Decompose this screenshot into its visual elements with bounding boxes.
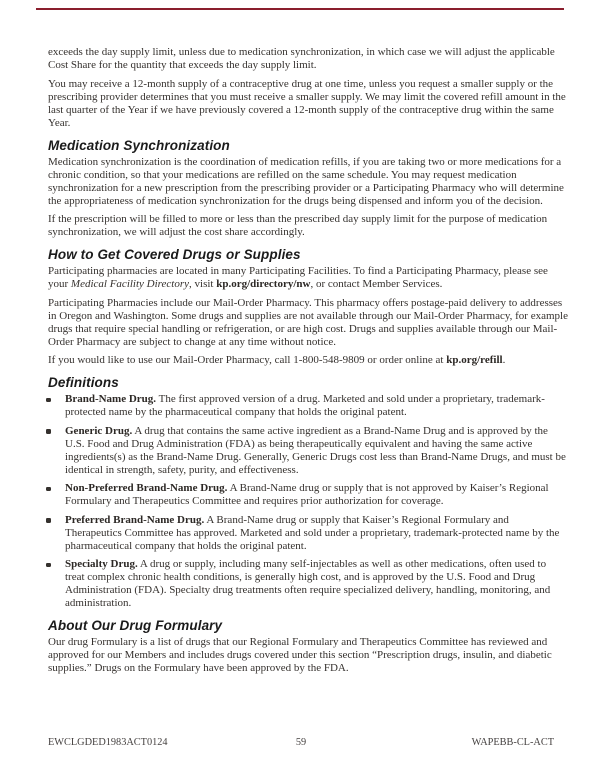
definition-term: Non-Preferred Brand-Name Drug. [65,482,228,494]
medication-sync-paragraph-1: Medication synchronization is the coordination of medication refills, if you are taking two or more medications for a chronic condition, so that your medications are refilled on the same schedule. You may request medication synchronization for a new prescription from the prescribing provider or a Participating Pharmacy who will determine the appropriateness of medication synchronization for the drugs being dispensed and inform you of the decision. [48,155,564,207]
definition-item-non-preferred-brand-name-drug [48,482,568,508]
header-rule [36,8,564,10]
definition-term: Generic Drug. [65,424,133,437]
formulary-paragraph: Our drug Formulary is a list of drugs that our Regional Formulary and Therapeutics Committee has reviewed and approved for our Members and includes drugs covered under this section “Prescription drugs, insulin, and diabetic supplies.” Drugs on the Formulary have been approved by the FDA. [48,636,552,674]
definition-text: A drug or supply, including many self-injectables as well as other medications, often used to treat complex chronic health conditions, is generally high cost, and is approved by the U.S. Food and Drug Administration (FDA). Specialty drug treatments often require specialized delivery, handling, monitoring, and administration. [65,558,551,609]
bullet-icon [46,398,51,403]
bullet-icon [46,563,51,568]
definitions-list [48,393,568,610]
definition-text: A drug that contains the same active ingredient as a Brand-Name Drug and is approved by the U.S. Food and Drug Administration (FDA) as being therapeutically equivalent and having the same active ingredients(s) as the Brand-Name Drug. Generally, Generic Drugs cost less than Brand-Name Drugs, and must be identical in strength, safety, purity, and effectiveness. [65,424,566,476]
how-to-get-paragraph-1 [48,265,568,291]
intro-paragraph-1: exceeds the day supply limit, unless due to medication synchronization, in which case we will adjust the applicable Cost Share for the quantity that exceeds the day supply limit. [48,46,555,71]
text-segment: . [502,354,506,366]
definition-item-specialty-drug [48,558,568,610]
definition-term: Specialty Drug. [65,558,138,570]
footer-page-number: 59 [295,737,307,748]
definition-item-preferred-brand-name-drug [48,514,568,553]
definition-item-brand-name-drug [48,393,568,419]
footer-form-number: EWCLGDED1983ACT0124 [48,737,168,748]
heading-definitions: Definitions [48,375,119,390]
definition-text: A Brand-Name drug or supply that is not approved by Kaiser’s Regional Formulary and Therapeutics Committee and requires prior authorization for coverage. [65,482,549,507]
footer-plan-code: WAPEBB-CL-ACT [471,737,554,748]
definition-term: Preferred Brand-Name Drug. [65,513,205,526]
bullet-icon [46,518,51,523]
medication-sync-paragraph-2: If the prescription will be filled to more or less than the prescribed day supply limit for the purpose of medication synchronization, we will adjust the cost share accordingly. [48,213,548,238]
text-segment: If you would like to use our Mail-Order Pharmacy, call 1-800-548-9809 or order online at [48,354,447,366]
intro-paragraph-2: You may receive a 12-month supply of a contraceptive drug at one time, unless you request a smaller supply or the prescribing provider determines that you must receive a smaller supply. We may limit the covered refill amount in the last quarter of the Year if we have previously covered a 12-month supply of the contraceptive drug within the same Year. [48,77,566,129]
how-to-get-paragraph-2: Participating Pharmacies include our Mail-Order Pharmacy. This pharmacy offers postage-paid delivery to addresses in Oregon and Washington. Some drugs and supplies are not available through our Mail-Order Pharmacy, for example drugs that require special handling or refrigeration, or are high cost. Drugs and supplies available through our Mail-Order Pharmacy are subject to change at any time without notice. [48,296,568,348]
heading-about-our-drug-formulary: About Our Drug Formulary [48,618,223,633]
text-segment: Participating pharmacies are located in many Participating Facilities. To find a Participating Pharmacy, please see your [48,265,548,290]
kp-refill-link: kp.org/refill [446,354,503,366]
definition-text: The first approved version of a drug. Marketed and sold under a proprietary, trademark-protected name by the pharmaceutical company that holds the original patent. [65,393,545,418]
definition-term: Brand-Name Drug. [65,393,157,405]
heading-how-to-get-covered-drugs: How to Get Covered Drugs or Supplies [48,247,301,262]
bullet-icon [46,487,51,492]
heading-medication-synchronization: Medication Synchronization [48,137,230,153]
medical-facility-directory-title: Medical Facility Directory [70,278,190,290]
how-to-get-paragraph-3 [48,354,568,367]
definition-item-generic-drug [48,425,568,477]
text-segment: , or contact Member Services. [310,278,443,290]
definition-text: A Brand-Name drug or supply that Kaiser’s Regional Formulary and Therapeutics Committee has approved. Marketed and sold under a proprietary, trademark-protected name by the pharmaceutical company that holds the original patent. [65,513,560,552]
text-segment: , visit [189,278,217,290]
bullet-icon [46,429,51,434]
page-content [48,46,568,681]
kp-directory-link: kp.org/directory/nw [216,278,311,290]
